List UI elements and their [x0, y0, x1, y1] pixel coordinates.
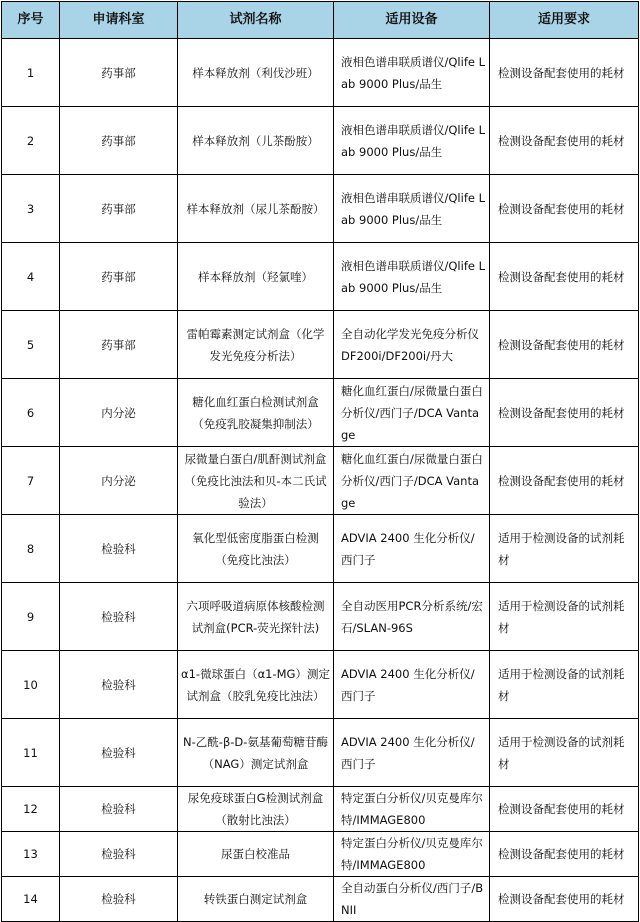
- header-requirement: 适用要求: [490, 2, 639, 39]
- row-dept: 检验科: [60, 583, 178, 651]
- row-requirement: 检测设备配套使用的耗材: [490, 447, 639, 515]
- row-reagent-name: N-乙酰-β-D-氨基葡萄糖苷酶（NAG）测定试剂盒: [178, 719, 334, 787]
- row-requirement: 检测设备配套使用的耗材: [490, 379, 639, 447]
- header-row: [2, 2, 639, 39]
- header-device: 适用设备: [334, 2, 490, 39]
- row-reagent-name: 雷帕霉素测定试剂盒（化学发光免疫分析法）: [178, 311, 334, 379]
- row-device: 液相色谱串联质谱仪/Qlife Lab 9000 Plus/品生: [334, 243, 490, 311]
- table-row: [2, 311, 639, 379]
- table-row: [2, 243, 639, 311]
- table-row: [2, 651, 639, 719]
- row-no: 14: [2, 877, 60, 922]
- row-no: 1: [2, 39, 60, 107]
- row-no: 6: [2, 379, 60, 447]
- row-device: ADVIA 2400 生化分析仪/西门子: [334, 719, 490, 787]
- reagent-table: [1, 1, 639, 922]
- row-no: 3: [2, 175, 60, 243]
- header-name: 试剂名称: [178, 2, 334, 39]
- row-dept: 内分泌: [60, 447, 178, 515]
- row-reagent-name: 尿微量白蛋白/肌酐测试剂盒（免疫比浊法和贝-本二氏试验法）: [178, 447, 334, 515]
- row-requirement: 检测设备配套使用的耗材: [490, 311, 639, 379]
- table-row: [2, 832, 639, 877]
- row-dept: 检验科: [60, 515, 178, 583]
- row-no: 4: [2, 243, 60, 311]
- row-no: 11: [2, 719, 60, 787]
- row-reagent-name: 糖化血红蛋白检测试剂盒（免疫乳胶凝集抑制法）: [178, 379, 334, 447]
- row-no: 13: [2, 832, 60, 877]
- table-row: [2, 515, 639, 583]
- row-reagent-name: 样本释放剂（儿茶酚胺）: [178, 107, 334, 175]
- table-row: [2, 787, 639, 832]
- row-reagent-name: 样本释放剂（尿儿茶酚胺）: [178, 175, 334, 243]
- row-reagent-name: 样本释放剂（羟氯喹）: [178, 243, 334, 311]
- row-no: 5: [2, 311, 60, 379]
- row-device: 全自动蛋白分析仪/西门子/BNII: [334, 877, 490, 922]
- row-no: 8: [2, 515, 60, 583]
- row-requirement: 检测设备配套使用的耗材: [490, 39, 639, 107]
- row-requirement: 检测设备配套使用的耗材: [490, 832, 639, 877]
- row-requirement: 检测设备配套使用的耗材: [490, 787, 639, 832]
- row-dept: 药事部: [60, 175, 178, 243]
- table-row: [2, 379, 639, 447]
- row-device: 液相色谱串联质谱仪/Qlife Lab 9000 Plus/品生: [334, 175, 490, 243]
- table-row: [2, 39, 639, 107]
- row-requirement: 检测设备配套使用的耗材: [490, 877, 639, 922]
- row-no: 12: [2, 787, 60, 832]
- table-row: [2, 583, 639, 651]
- row-dept: 内分泌: [60, 379, 178, 447]
- row-requirement: 适用于检测设备的试剂耗材: [490, 651, 639, 719]
- table-row: [2, 107, 639, 175]
- row-dept: 药事部: [60, 107, 178, 175]
- row-requirement: 检测设备配套使用的耗材: [490, 107, 639, 175]
- row-dept: 检验科: [60, 787, 178, 832]
- row-no: 7: [2, 447, 60, 515]
- row-dept: 检验科: [60, 719, 178, 787]
- row-reagent-name: 氧化型低密度脂蛋白检测（免疫比浊法）: [178, 515, 334, 583]
- row-reagent-name: 尿免疫球蛋白G检测试剂盒（散射比浊法）: [178, 787, 334, 832]
- row-device: 全自动化学发光免疫分析仪 DF200i/DF200i/丹大: [334, 311, 490, 379]
- table-row: [2, 447, 639, 515]
- row-device: 糖化血红蛋白/尿微量白蛋白分析仪/西门子/DCA Vantage: [334, 379, 490, 447]
- row-reagent-name: 样本释放剂（利伐沙班）: [178, 39, 334, 107]
- row-dept: 药事部: [60, 243, 178, 311]
- row-device: 特定蛋白分析仪/贝克曼库尔特/IMMAGE800: [334, 787, 490, 832]
- header-dept: 申请科室: [60, 2, 178, 39]
- row-reagent-name: 尿蛋白校准品: [178, 832, 334, 877]
- row-no: 9: [2, 583, 60, 651]
- row-requirement: 适用于检测设备的试剂耗材: [490, 719, 639, 787]
- row-device: ADVIA 2400 生化分析仪/西门子: [334, 651, 490, 719]
- row-device: 糖化血红蛋白/尿微量白蛋白分析仪/西门子/DCA Vantage: [334, 447, 490, 515]
- row-device: ADVIA 2400 生化分析仪/西门子: [334, 515, 490, 583]
- table-row: [2, 719, 639, 787]
- header-no: 序号: [2, 2, 60, 39]
- row-reagent-name: 转铁蛋白测定试剂盒: [178, 877, 334, 922]
- row-device: 全自动医用PCR分析系统/宏石/SLAN-96S: [334, 583, 490, 651]
- row-dept: 药事部: [60, 311, 178, 379]
- row-no: 2: [2, 107, 60, 175]
- table-row: [2, 175, 639, 243]
- row-requirement: 适用于检测设备的试剂耗材: [490, 583, 639, 651]
- row-reagent-name: 六项呼吸道病原体核酸检测试剂盒(PCR-荧光探针法): [178, 583, 334, 651]
- table-row: [2, 877, 639, 922]
- row-device: 液相色谱串联质谱仪/Qlife Lab 9000 Plus/品生: [334, 39, 490, 107]
- row-device: 特定蛋白分析仪/贝克曼库尔特/IMMAGE800: [334, 832, 490, 877]
- row-requirement: 检测设备配套使用的耗材: [490, 175, 639, 243]
- row-reagent-name: α1-微球蛋白（α1-MG）测定试剂盒（胶乳免疫比浊法）: [178, 651, 334, 719]
- row-dept: 检验科: [60, 832, 178, 877]
- row-dept: 药事部: [60, 39, 178, 107]
- row-no: 10: [2, 651, 60, 719]
- row-requirement: 检测设备配套使用的耗材: [490, 243, 639, 311]
- row-dept: 检验科: [60, 651, 178, 719]
- row-requirement: 适用于检测设备的试剂耗材: [490, 515, 639, 583]
- row-dept: 检验科: [60, 877, 178, 922]
- row-device: 液相色谱串联质谱仪/Qlife Lab 9000 Plus/品生: [334, 107, 490, 175]
